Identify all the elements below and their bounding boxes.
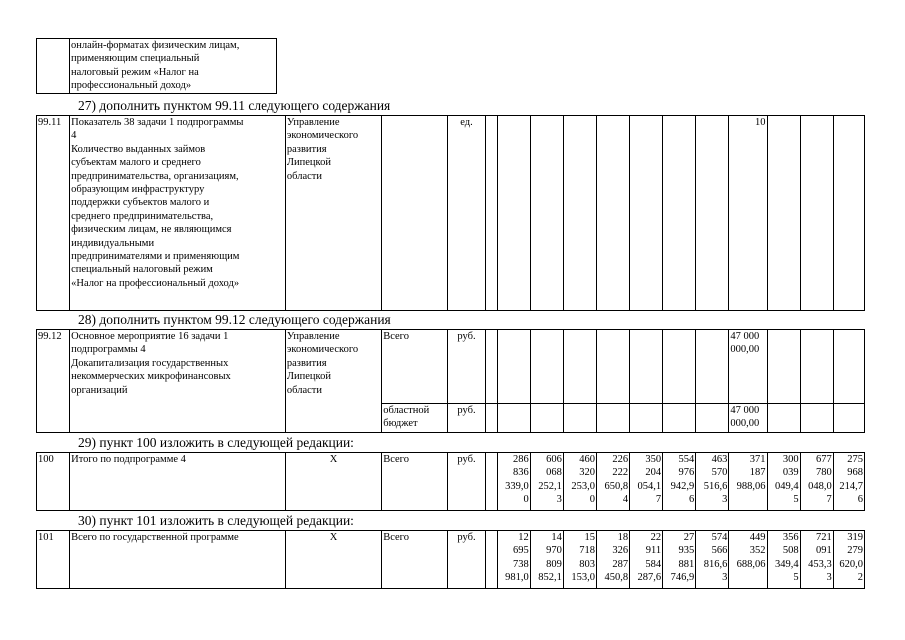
value-part: 988,06 — [736, 480, 766, 492]
text-line: 000,00 — [730, 418, 760, 430]
value-cell — [530, 404, 563, 433]
text-line: Липецкой — [286, 371, 331, 383]
value-part: 356 — [782, 532, 799, 543]
text-line: предпринимателями и применяющим — [71, 251, 240, 263]
value-cell — [767, 404, 800, 433]
table-row — [37, 330, 865, 404]
value-part: 803 — [579, 558, 595, 570]
text-line: подпрограммы 4 — [71, 344, 146, 356]
value-cell — [497, 330, 530, 404]
value-cell — [696, 531, 729, 589]
value-cell — [833, 330, 864, 404]
source-cell: Всего — [382, 453, 448, 511]
section-heading-29: 29) пункт 100 изложить в следующей редакции: — [78, 435, 354, 450]
value-cell — [596, 330, 629, 404]
value-part: 718 — [579, 545, 595, 557]
text-line: экономического — [286, 344, 359, 356]
value-part: 14 — [551, 532, 562, 543]
value-part: 7 — [655, 494, 662, 506]
value-part: 12 — [518, 532, 529, 543]
value-part: 976 — [678, 467, 695, 479]
text-line: некоммерческих микрофинансовых — [71, 371, 231, 383]
value-part: 0 — [589, 494, 595, 506]
value-cell — [596, 531, 629, 589]
activity-name-cell — [70, 330, 286, 433]
value-cell — [696, 453, 729, 511]
value-cell — [563, 531, 596, 589]
source-cell: Всего — [382, 330, 448, 404]
value-part: 286 — [512, 454, 529, 465]
value-cell — [630, 404, 663, 433]
value-part: 048,0 — [808, 480, 832, 492]
value-cell — [530, 453, 563, 511]
value-part: 450,8 — [604, 572, 629, 584]
value-cell — [563, 330, 596, 404]
value-cell — [630, 453, 663, 511]
value-part: 606 — [546, 454, 562, 465]
value-cell — [729, 330, 767, 404]
value-part: 463 — [711, 454, 728, 465]
value-part: 566 — [711, 545, 728, 557]
row-number-cell: 99.11 — [37, 116, 70, 311]
value-cell — [833, 116, 864, 311]
value-cell — [497, 116, 530, 311]
value-cell — [800, 116, 833, 311]
text-line: 47 000 — [730, 331, 760, 342]
value-cell — [729, 404, 767, 433]
value-part: 721 — [815, 532, 832, 543]
value-cell — [663, 531, 696, 589]
value-part: 584 — [645, 558, 662, 570]
value-part: 204 — [645, 467, 662, 479]
table-101 — [36, 530, 865, 589]
responsible-org-cell — [285, 116, 381, 311]
value-part: 039 — [782, 467, 799, 479]
text-line: Управление — [286, 117, 340, 128]
value-part: 968 — [847, 467, 863, 479]
value-cell — [596, 404, 629, 433]
value-part: 981,0 — [505, 572, 529, 584]
value-cell — [663, 404, 696, 433]
spacer-cell — [485, 404, 497, 433]
unit-cell: руб. — [448, 330, 485, 404]
source-cell — [382, 116, 448, 311]
value-part: 339,0 — [505, 480, 529, 492]
text-line: Основное мероприятие 16 задачи 1 — [71, 331, 229, 342]
value-part: 3 — [826, 572, 832, 584]
value-cell — [833, 404, 864, 433]
program-name-cell: Итого по подпрограмме 4 — [70, 453, 286, 511]
value-cell — [530, 330, 563, 404]
value-cell — [833, 453, 864, 511]
spacer-cell — [485, 116, 497, 311]
value-part: 187 — [749, 467, 766, 479]
value-part: 7 — [826, 494, 832, 506]
value-part: 320 — [579, 467, 595, 479]
text-line: образующим инфраструктуру — [71, 184, 205, 196]
value-cell — [630, 531, 663, 589]
value-part: 836 — [512, 467, 529, 479]
row-number-cell: 100 — [37, 453, 70, 511]
value-part: 809 — [546, 558, 562, 570]
value-cell — [729, 531, 767, 589]
x-mark-cell: X — [285, 531, 381, 589]
section-heading-28: 28) дополнить пунктом 99.12 следующего содержания — [78, 312, 391, 327]
value-cell — [800, 453, 833, 511]
text-line: развития — [286, 357, 327, 369]
value-part: 279 — [847, 545, 863, 557]
value-part: 253,0 — [571, 480, 595, 492]
value-part: 6 — [689, 494, 695, 506]
value-part: 650,8 — [604, 480, 629, 492]
value-part: 3 — [556, 494, 562, 506]
intro-table — [36, 38, 277, 94]
value-part: 287,6 — [637, 572, 662, 584]
value-part: 054,1 — [637, 480, 662, 492]
value-cell — [497, 404, 530, 433]
value-part: 620,0 — [839, 558, 863, 570]
value-part: 3 — [722, 494, 728, 506]
section-heading-30: 30) пункт 101 изложить в следующей редакции: — [78, 513, 354, 528]
value-cell — [563, 404, 596, 433]
value-part: 554 — [678, 454, 695, 465]
table-row — [37, 39, 277, 94]
value-cell — [729, 453, 767, 511]
text-line: экономического — [286, 130, 359, 142]
text-line: Докапитализация государственных — [71, 357, 229, 369]
value-part: 677 — [815, 454, 832, 465]
value-cell — [596, 453, 629, 511]
text-line: области — [286, 384, 322, 396]
text-line: специальный налоговый режим — [71, 264, 213, 276]
value-part: 5 — [793, 494, 799, 506]
text-line: Показатель 38 задачи 1 подпрограммы — [71, 117, 244, 128]
table-99-12 — [36, 329, 865, 433]
program-name-cell: Всего по государственной программе — [70, 531, 286, 589]
value-cell — [630, 116, 663, 311]
value-part: 091 — [815, 545, 832, 557]
value-part: 153,0 — [571, 572, 595, 584]
value-cell — [596, 116, 629, 311]
value-part: 349,4 — [775, 558, 799, 570]
text-line: среднего предпринимательства, — [71, 210, 214, 222]
value-cell — [800, 531, 833, 589]
value-cell — [833, 531, 864, 589]
value-part: 852,1 — [538, 572, 562, 584]
value-part: 252,1 — [538, 480, 562, 492]
value-part: 287 — [612, 558, 629, 570]
row-number-cell: 101 — [37, 531, 70, 589]
value-part: 226 — [612, 454, 629, 465]
table-row — [37, 531, 865, 589]
value-cell — [696, 330, 729, 404]
unit-cell: руб. — [448, 404, 485, 433]
value-part: 911 — [645, 545, 662, 557]
value-cell — [767, 531, 800, 589]
text-line: поддержки субъектов малого и — [71, 197, 210, 209]
unit-cell: руб. — [448, 453, 485, 511]
text-line: 4 — [71, 130, 77, 142]
value-part: 068 — [546, 467, 562, 479]
indicator-name-cell — [70, 116, 286, 311]
value-part: 214,7 — [839, 480, 863, 492]
value-cell — [497, 453, 530, 511]
row-number-cell: 99.12 — [37, 330, 70, 433]
value-part: 738 — [512, 558, 529, 570]
text-line: Управление — [286, 331, 340, 342]
value-part: 326 — [612, 545, 629, 557]
value-cell — [800, 330, 833, 404]
source-cell — [382, 404, 448, 433]
value-part: 3 — [722, 572, 728, 584]
table-row — [37, 116, 865, 311]
text-line: Количество выданных займов — [71, 143, 206, 155]
value-cell — [530, 116, 563, 311]
value-part: 449 — [749, 532, 766, 543]
text-line: 47 000 — [730, 405, 760, 416]
value-part: 816,6 — [703, 558, 728, 570]
value-part: 15 — [584, 532, 595, 543]
value-cell — [663, 116, 696, 311]
text-line: применяющим специальный — [71, 53, 200, 65]
value-part: 18 — [617, 532, 629, 543]
value-cell — [630, 330, 663, 404]
intro-text-cell — [70, 39, 277, 94]
value-cell — [767, 330, 800, 404]
value-cell — [800, 404, 833, 433]
section-heading-27: 27) дополнить пунктом 99.11 следующего содержания — [78, 98, 391, 113]
value-part: 942,9 — [670, 480, 695, 492]
spacer-cell — [485, 531, 497, 589]
text-line: 000,00 — [730, 344, 760, 356]
value-part: 27 — [683, 532, 695, 543]
value-part: 319 — [847, 532, 863, 543]
value-part: 222 — [612, 467, 629, 479]
value-part: 275 — [847, 454, 863, 465]
text-line: онлайн-форматах физическим лицам, — [71, 40, 240, 51]
value-part: 22 — [650, 532, 662, 543]
value-part: 570 — [711, 467, 728, 479]
row-number-cell — [37, 39, 70, 94]
table-row — [37, 453, 865, 511]
text-line: области — [286, 170, 322, 182]
spacer-cell — [485, 453, 497, 511]
text-line: профессиональный доход» — [71, 80, 192, 92]
text-line: физическим лицам, не являющимся — [71, 224, 232, 236]
value-part: 935 — [678, 545, 695, 557]
value-part: 350 — [645, 454, 662, 465]
value-cell — [696, 116, 729, 311]
source-cell: Всего — [382, 531, 448, 589]
value-part: 780 — [815, 467, 832, 479]
value-cell — [563, 116, 596, 311]
text-line: бюджет — [383, 418, 418, 430]
responsible-org-cell — [285, 330, 381, 433]
value-part: 049,4 — [775, 480, 799, 492]
value-cell — [497, 531, 530, 589]
value-part: 508 — [782, 545, 799, 557]
value-part: 352 — [749, 545, 766, 557]
spacer-cell — [485, 330, 497, 404]
x-mark-cell: X — [285, 453, 381, 511]
unit-cell: руб. — [448, 531, 485, 589]
value-part: 460 — [579, 454, 595, 465]
value-cell: 10 — [729, 116, 767, 311]
value-part: 0 — [523, 494, 529, 506]
value-part: 881 — [678, 558, 695, 570]
value-part: 695 — [512, 545, 529, 557]
text-line: индивидуальными — [71, 237, 155, 249]
text-line: субъектам малого и среднего — [71, 157, 201, 169]
value-part: 6 — [857, 494, 863, 506]
value-cell — [663, 453, 696, 511]
value-part: 4 — [622, 494, 629, 506]
value-cell — [696, 404, 729, 433]
text-line: Липецкой — [286, 157, 331, 169]
text-line: областной — [383, 405, 430, 416]
value-part: 2 — [857, 572, 863, 584]
value-cell — [767, 116, 800, 311]
value-part: 453,3 — [808, 558, 832, 570]
value-part: 970 — [546, 545, 562, 557]
value-part: 574 — [711, 532, 728, 543]
value-part: 688,06 — [736, 558, 766, 570]
value-cell — [767, 453, 800, 511]
table-100 — [36, 452, 865, 511]
value-cell — [563, 453, 596, 511]
value-part: 746,9 — [670, 572, 695, 584]
text-line: налоговый режим «Налог на — [71, 66, 199, 78]
value-part: 516,6 — [703, 480, 728, 492]
value-part: 300 — [782, 454, 799, 465]
value-part: 371 — [749, 454, 766, 465]
value-cell — [663, 330, 696, 404]
value-part: 5 — [793, 572, 799, 584]
unit-cell: ед. — [448, 116, 485, 311]
text-line: развития — [286, 143, 327, 155]
table-99-11 — [36, 115, 865, 311]
text-line: предпринимательства, организациям, — [71, 170, 239, 182]
text-line: «Налог на профессиональный доход» — [71, 277, 240, 289]
value-cell — [530, 531, 563, 589]
text-line: организаций — [71, 384, 128, 396]
